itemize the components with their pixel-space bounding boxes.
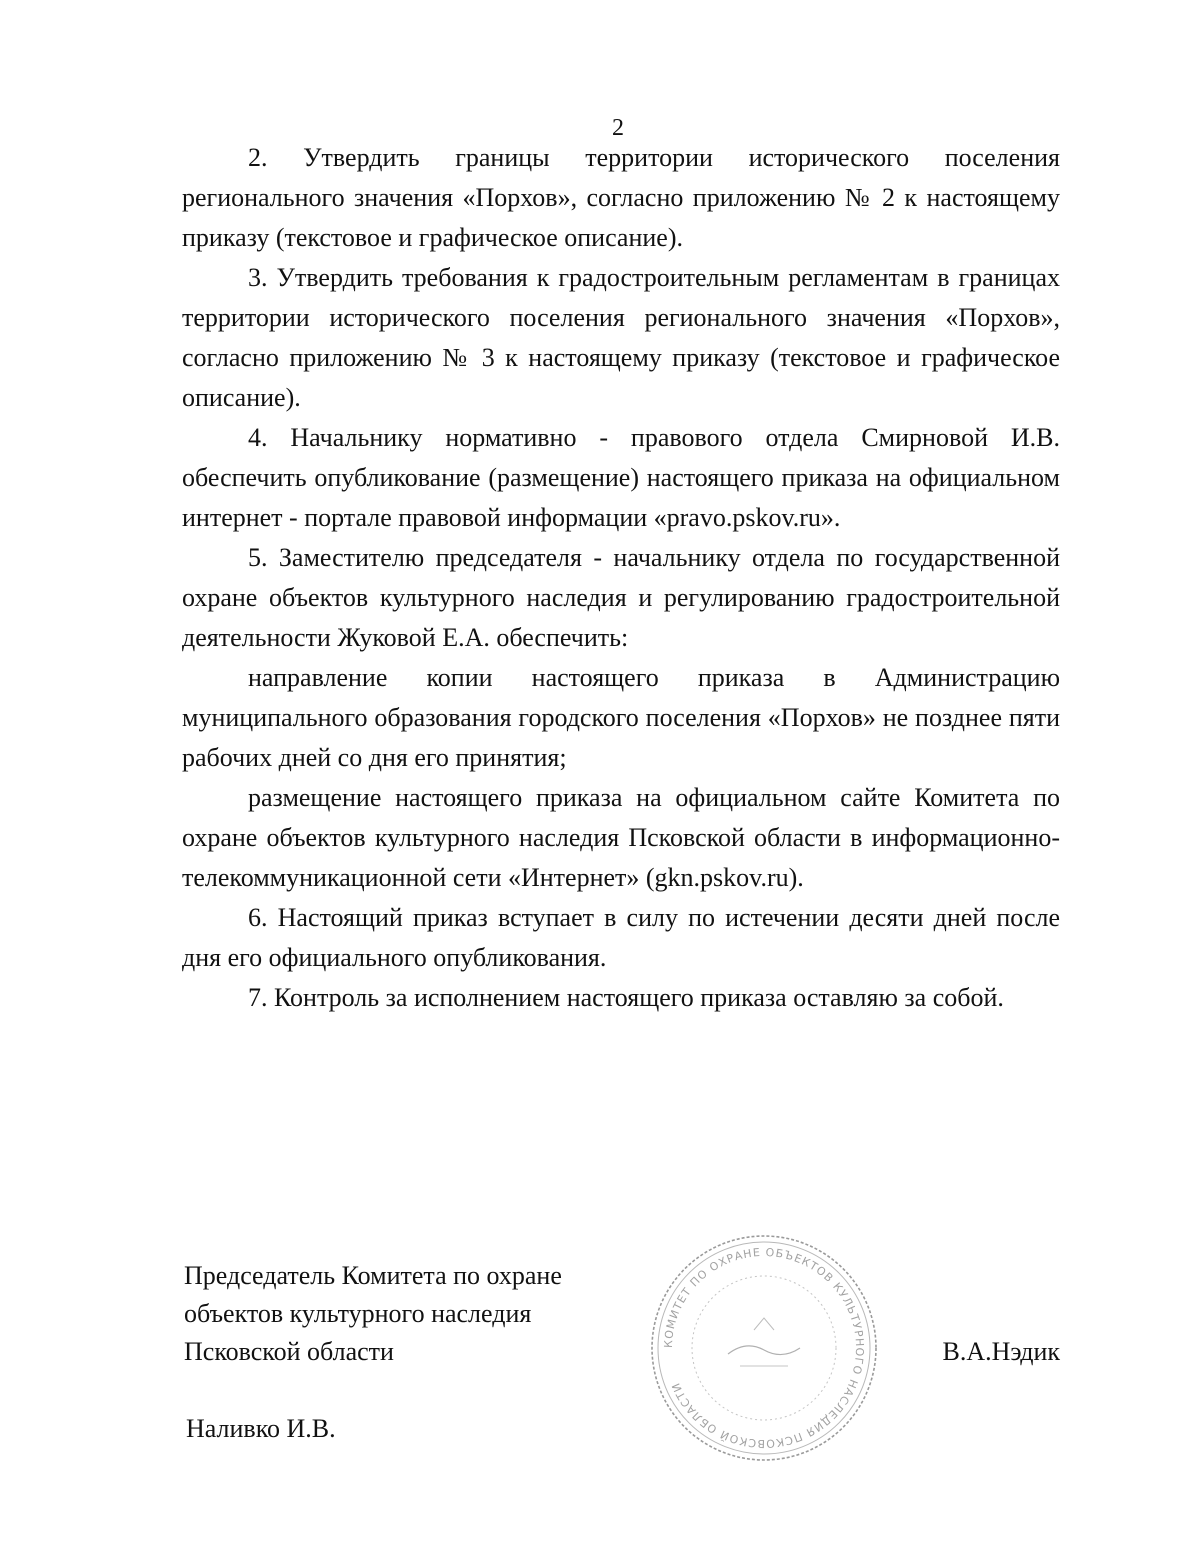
paragraph-4: 4. Начальнику нормативно - правового отдела Смирновой И.В. обеспечить опубликование (размещение) настоящего приказа на официальном интернет - портале правовой информации «pravo.pskov.ru». <box>182 423 1060 532</box>
paragraph-2: 2. Утвердить границы территории исторического поселения регионального значения «Порхов», согласно приложению № 2 к настоящему приказу (текстовое и графическое описание). <box>182 143 1060 252</box>
order-body <box>182 138 1060 1018</box>
signer-position-line-1: Председатель Комитета по охране <box>184 1261 562 1290</box>
paragraph-5-item-2: размещение настоящего приказа на официальном сайте Комитета по охране объектов культурного наследия Псковской области в информационно-телекоммуникационной сети «Интернет» (gkn.pskov.ru). <box>182 783 1060 892</box>
paragraph-3: 3. Утвердить требования к градостроительным регламентам в границах территории исторического поселения регионального значения «Порхов», согласно приложению № 3 к настоящему приказу (текстовое и графическое описание). <box>182 263 1060 412</box>
paragraph-5: 5. Заместителю председателя - начальнику отдела по государственной охране объектов культурного наследия и регулированию градостроительной деятельности Жуковой Е.А. обеспечить: <box>182 543 1060 652</box>
signer-position-line-2: объектов культурного наследия <box>184 1299 532 1328</box>
official-seal-stamp <box>648 1232 880 1464</box>
page-number: 2 <box>612 115 624 141</box>
paragraph-7: 7. Контроль за исполнением настоящего приказа оставляю за собой. <box>248 983 1004 1012</box>
paragraph-5-item-1: направление копии настоящего приказа в Администрацию муниципального образования городского поселения «Порхов» не позднее пяти рабочих дней со дня его принятия; <box>182 663 1060 772</box>
signer-position-line-3: Псковской области <box>184 1337 394 1366</box>
executor-name: Наливко И.В. <box>186 1414 336 1443</box>
paragraph-6: 6. Настоящий приказ вступает в силу по истечении десяти дней после дня его официального опубликования. <box>182 903 1060 972</box>
seal-text: КОМИТЕТ ПО ОХРАНЕ ОБЪЕКТОВ КУЛЬТУРНОГО НАСЛЕДИЯ ПСКОВСКОЙ ОБЛАСТИ <box>661 1245 867 1451</box>
signer-name: В.А.Нэдик <box>942 1337 1060 1366</box>
